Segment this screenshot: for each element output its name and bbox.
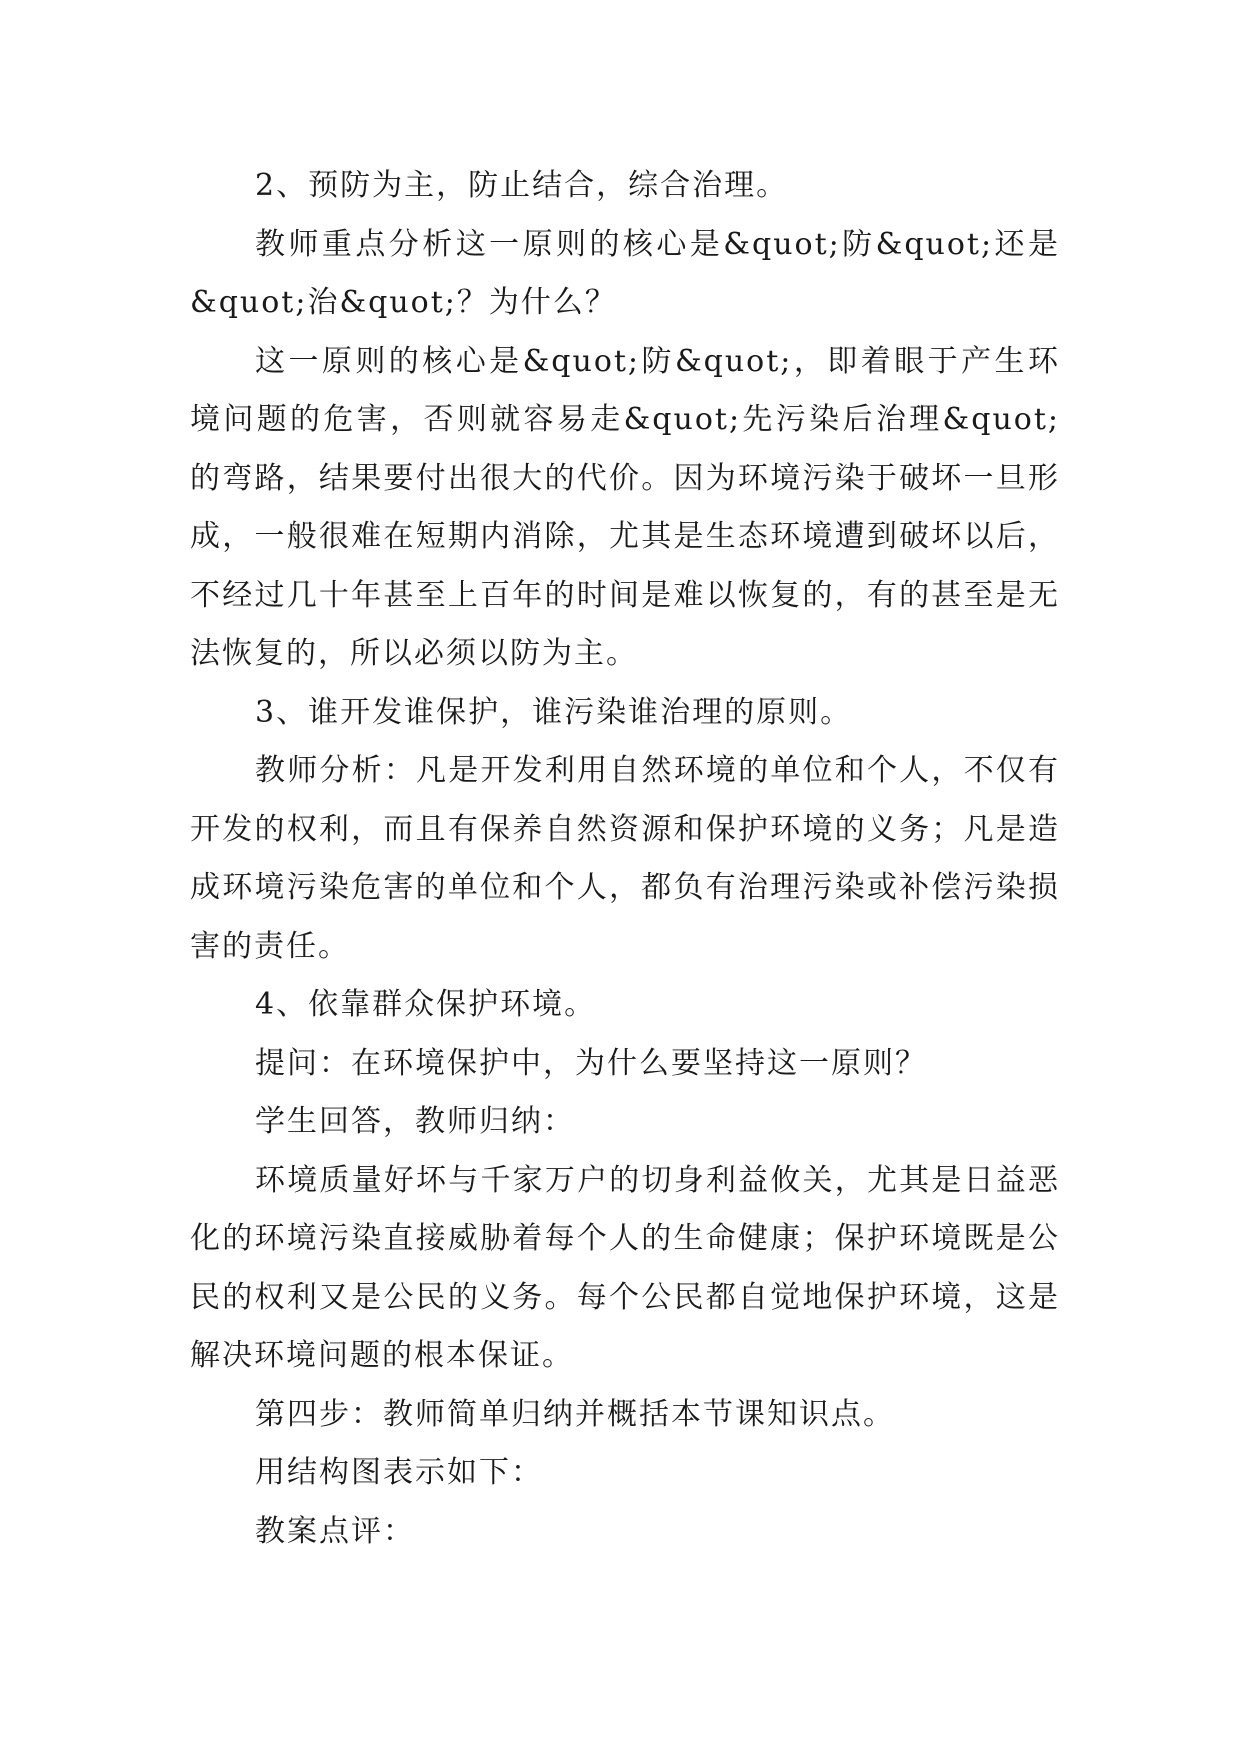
paragraph-lesson-review: 教案点评： [255, 1513, 415, 1549]
paragraph-step-four: 第四步：教师简单归纳并概括本节课知识点。 [255, 1396, 895, 1432]
paragraph-principle-2-heading: 2、预防为主，防止结合，综合治理。 [255, 168, 789, 203]
paragraph-teacher-question: 教师重点分析这一原则的核心是&quot;防&quot;还是&quot;治&quot;？为什么？ [190, 226, 1060, 320]
paragraph-student-answer: 学生回答，教师归纳： [255, 1104, 575, 1139]
paragraph-teacher-analysis: 教师分析：凡是开发利用自然环境的单位和个人，不仅有开发的权利，而且有保养自然资源和保护环境的义务；凡是造成环境污染危害的单位和个人，都负有治理污染或补偿污染损害的责任。 [190, 753, 1060, 964]
paragraph-principle-3-heading: 3、谁开发谁保护，谁污染谁治理的原则。 [255, 694, 853, 730]
paragraph-prevention-explanation: 这一原则的核心是&quot;防&quot;，即着眼于产生环境问题的危害，否则就容易走&quot;先污染后治理&quot;的弯路，结果要付出很大的代价。因为环境污染于破坏一旦形成，一般很难在短期内消除，尤其是生态环境遭到破坏以后，不经过几十年甚至上百年的时间是难以恢复的，有的甚至是无法恢复的，所以必须以防为主。 [190, 343, 1060, 671]
paragraph-environment-quality: 环境质量好坏与千家万户的切身利益攸关，尤其是日益恶化的环境污染直接威胁着每个人的生命健康；保护环境既是公民的权利又是公民的义务。每个公民都自觉地保护环境，这是解决环境问题的根本保证。 [190, 1162, 1060, 1373]
paragraph-structure-diagram: 用结构图表示如下： [255, 1455, 543, 1490]
paragraph-question: 提问：在环境保护中，为什么要坚持这一原则？ [255, 1045, 927, 1081]
document-body [190, 157, 1060, 1561]
paragraph-principle-4-heading: 4、依靠群众保护环境。 [255, 987, 597, 1022]
